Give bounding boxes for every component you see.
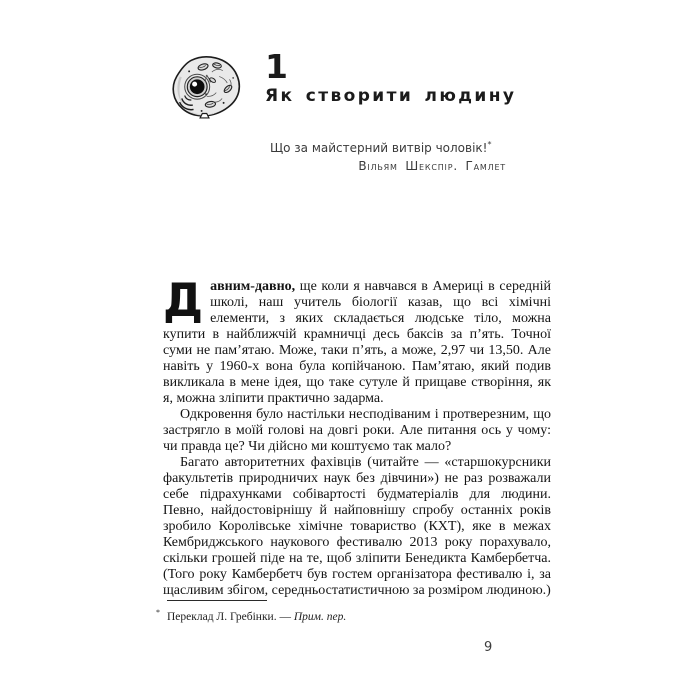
footnote-translator-note: Прим. пер. [293,610,347,623]
paragraph-2: Одкровення було настільки несподіваним і протверезним, що застрягло в моїй голові на довгі роки. Але питання ось у чому: чи правда це? Чи дійсно ми коштуємо так мало? [163,407,551,454]
epigraph-quote [270,141,506,156]
epigraph-quote-text: Що за майстерний витвір чоловік! [270,141,488,155]
footnote-text: Переклад Л. Гребінки. — [167,610,294,623]
chapter-header [163,47,553,140]
paragraph-1-lead: авним-давно, [210,279,296,294]
dropcap-letter: Д [163,274,204,327]
epigraph-attribution: Вільям Шекспір. Гамлет [358,159,506,173]
page-number: 9 [484,640,493,655]
chapter-title: Як створити людину [265,86,517,106]
chapter-title-block [265,47,517,106]
epigraph-footnote-marker: * [487,140,492,149]
chapter-number: 1 [265,47,289,86]
cell-icon [169,53,243,119]
footnote-marker: * [156,608,160,617]
footnote [156,606,548,624]
paragraph-1-text: ще коли я навчався в Америці в середній школі, наш учитель біології казав, що всі хімічні елементи, з яких складається людське тіло, можна купити в найближчій крамничці десь баксів за п’ять. Точної суми не пам’ятаю. Може, таки п’ять, а може, 2,97 чи 13,50. Але навіть у 1960-х вона була копійчаною. Пам’ятаю, який подив викликала в мене ідея, що таке сутуле й прищаве створіння, як я, можна зліпити практично задарма. [163,279,551,406]
chapter-body [163,274,551,599]
paragraph-3: Багато авторитетних фахівців (читайте — «старшокурсники факультетів природничих наук без дівчини») не раз розважали себе підрахунками собівартості будматеріалів для людини. Певно, найдостовірнішу й найповнішу спробу останніх років зробило Королівське хімічне товариство (КХТ), яке в межах Кембриджського наукового фестивалю 2013 року порахувало, скільки грошей піде на те, щоб зліпити Бенедикта Камбербетча. (Того року Камбербетч був гостем організатора фестивалю і, за щасливим збігом, середньостатистичною за розміром людиною.) [163,455,551,598]
paragraph-1 [163,274,551,407]
footnote-divider [167,600,267,601]
epigraph [270,141,506,174]
